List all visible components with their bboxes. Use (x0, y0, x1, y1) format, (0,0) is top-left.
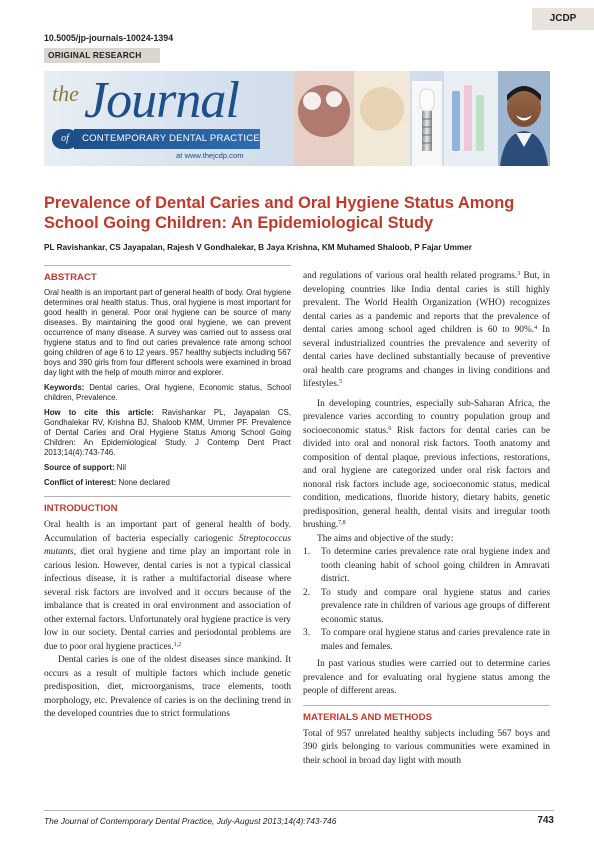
intro-p1-text-a: Oral health is an important part of general health of body. Accumulation of bacteria especially cariogenic (44, 520, 291, 544)
citation (44, 408, 291, 458)
logo-journal: Journal (84, 72, 239, 129)
article-meta (44, 383, 291, 488)
methods-body (303, 728, 550, 769)
conflict-of-interest (44, 478, 291, 488)
abstract-text: Oral health is an important part of general health of body. Oral hygiene determines oral health status. Thus, oral hygiene is most important for good health in general. Poor oral hygiene can be source of many diseases. By maintaining the good oral hygiene, we can prevent occurrence of many disease. A survey was carried out to assess oral hygiene status and to find out caries prevalence rate among school going children of age 6 to 12 years. 957 healthy subjects including 567 boys and 390 girls from four different schools were examined in broad day light with the help of mouth mirror and explorer. (44, 288, 291, 377)
support-value: Nil (116, 463, 126, 472)
aim-number: 3. (303, 628, 311, 638)
intro-r2-text-b: Risk factors for dental caries can be divided into oral and nonoral risk factors. Tooth anatomy and composition of dental plaque, previous infections, restorations, and oral hygiene are categorized under oral risk factors and nonoral risk factors include age, socioeconomic status, medical condition, medications, fluoride history, dietary habits, genetic predisposition, general health, dental visits and irregular tooth brushing. (303, 425, 550, 530)
intro-r1-text-c: In several industrialized countries the prevalence and severity of dental caries have declined substantially because of preventive oral health care programs and changes in living conditions and lifestyles. (303, 325, 550, 389)
keywords-label: Keywords: (44, 383, 85, 392)
article-title: Prevalence of Dental Caries and Oral Hygiene Status Among School Going Children: An Epidemiological Study (44, 194, 515, 232)
journal-url[interactable]: at www.thejcdp.com (176, 151, 244, 160)
methods-divider (303, 705, 550, 706)
section-tag: ORIGINAL RESEARCH (44, 48, 160, 63)
aim-item (303, 627, 550, 654)
source-of-support (44, 463, 291, 473)
right-column (303, 270, 550, 768)
intro-r2-text-a: In developing countries, especially sub-Saharan Africa, the prevalence varies according to country population group and socioeconomic status. (303, 398, 550, 436)
intro-paragraph-2: Dental caries is one of the oldest diseases since mankind. It occurs as a result of multiple factors which include genetic predisposition, diet, microorganisms, trace elements, tooth morphology, etc. Prevalence of caries is on the declining trend in the developed countries due to strict formulations (44, 655, 291, 719)
author-list: PL Ravishankar, CS Jayapalan, Rajesh V Gondhalekar, B Jaya Krishna, KM Muhamed Shaloob, P Fajar Ummer (44, 243, 472, 252)
citation-ref[interactable]: 7,8 (338, 520, 346, 526)
support-label: Source of support: (44, 463, 115, 472)
journal-abbrev-tab: JCDP (532, 8, 594, 30)
intro-p1-text-b: , diet oral hygiene and time play an important role in carious lesion. However, dental caries is not a typical classical infectious disease, it is rather a multifactorial disease where several risk factors are involved and it occurs because of the imbalance that is created in oral environment and association of other external factors. Unfortunately oral hygiene practice is very low in our society. Dental carries and periodontal problems are due to poor oral hygiene practices. (44, 547, 291, 652)
journal-banner (44, 71, 550, 166)
abstract-top-divider (44, 265, 291, 266)
abstract-bottom-divider (44, 496, 291, 497)
keywords-value: Dental caries, Oral hygiene, Economic status, School children, Prevalence. (44, 383, 291, 402)
intro-r1-text-a: and regulations of various oral health related programs. (303, 271, 518, 281)
citation-ref[interactable]: 4 (534, 325, 538, 331)
intro-r1-text-b: But, in developing countries like India dental caries is still highly prevalent. The World Health Organization (WHO) recognizes dental caries as a pandemic and reports that the prevalence of dental caries among school aged children is 60 to 90%. (303, 271, 550, 335)
footer-divider (44, 810, 554, 811)
aim-text: To compare oral hygiene status and caries prevalence rate in males and females. (321, 628, 550, 652)
citation-label: How to cite this article: (44, 408, 154, 417)
conflict-label: Conflict of interest: (44, 478, 117, 487)
introduction-body (44, 519, 291, 722)
footer-citation: The Journal of Contemporary Dental Practice, July-August 2013;14(4):743-746 (44, 816, 337, 826)
intro-p1-species: Streptococcus mutants (44, 533, 291, 557)
left-column (44, 265, 291, 722)
methods-heading: MATERIALS AND METHODS (303, 711, 432, 723)
intro-paragraph-1 (44, 519, 291, 654)
conflict-value: None declared (118, 478, 170, 487)
aims-list (303, 546, 550, 654)
page-number: 743 (537, 815, 554, 826)
banner-photo-collage (294, 71, 550, 166)
intro-paragraph-4 (303, 398, 550, 533)
aim-text: To study and compare oral hygiene status and caries prevalence rate in children of various age groups of different economic status. (321, 587, 550, 625)
aims-intro: The aims and objective of the study: (317, 533, 454, 544)
citation-ref[interactable]: 5 (339, 379, 343, 385)
citation-value: Ravishankar PL, Jayapalan CS, Gondhalekar RV, Krishna BJ, Shaloob KMM, Ummer PF. Prevalence of Dental Caries and Oral Hygiene Status Among School Going Children: An Epidemiological Study. J Contemp Dent Pract 2013;14(4):743-746. (44, 408, 292, 457)
introduction-body-continued (303, 270, 550, 699)
aim-number: 2. (303, 587, 311, 598)
aim-number: 1. (303, 547, 311, 557)
keywords (44, 383, 291, 403)
aim-item (303, 587, 550, 628)
doi[interactable]: 10.5005/jp-journals-10024-1394 (44, 33, 174, 43)
aim-item (303, 546, 550, 587)
citation-ref[interactable]: 3 (517, 271, 521, 277)
citation-ref[interactable]: 6 (388, 425, 392, 432)
logo-the: the (52, 81, 79, 106)
abstract-heading: ABSTRACT (44, 272, 97, 283)
intro-paragraph-3 (303, 270, 550, 392)
introduction-heading: INTRODUCTION (44, 503, 118, 514)
aim-text: To determine caries prevalence rate oral hygiene index and tooth cleaning habit of school going children in Amravati district. (321, 547, 550, 584)
citation-ref[interactable]: 1,2 (173, 641, 182, 648)
logo-journal-name: CONTEMPORARY DENTAL PRACTICE (74, 129, 260, 149)
intro-paragraph-5: In past various studies were carried out to determine caries prevalence and for evaluating oral hygiene status among the people of different areas. (303, 659, 550, 696)
methods-paragraph-1: Total of 957 unrelated healthy subjects including 567 boys and 390 girls belonging to various communities were examined in their school in broad day light with mouth (303, 728, 550, 766)
logo-of: of (52, 129, 78, 149)
